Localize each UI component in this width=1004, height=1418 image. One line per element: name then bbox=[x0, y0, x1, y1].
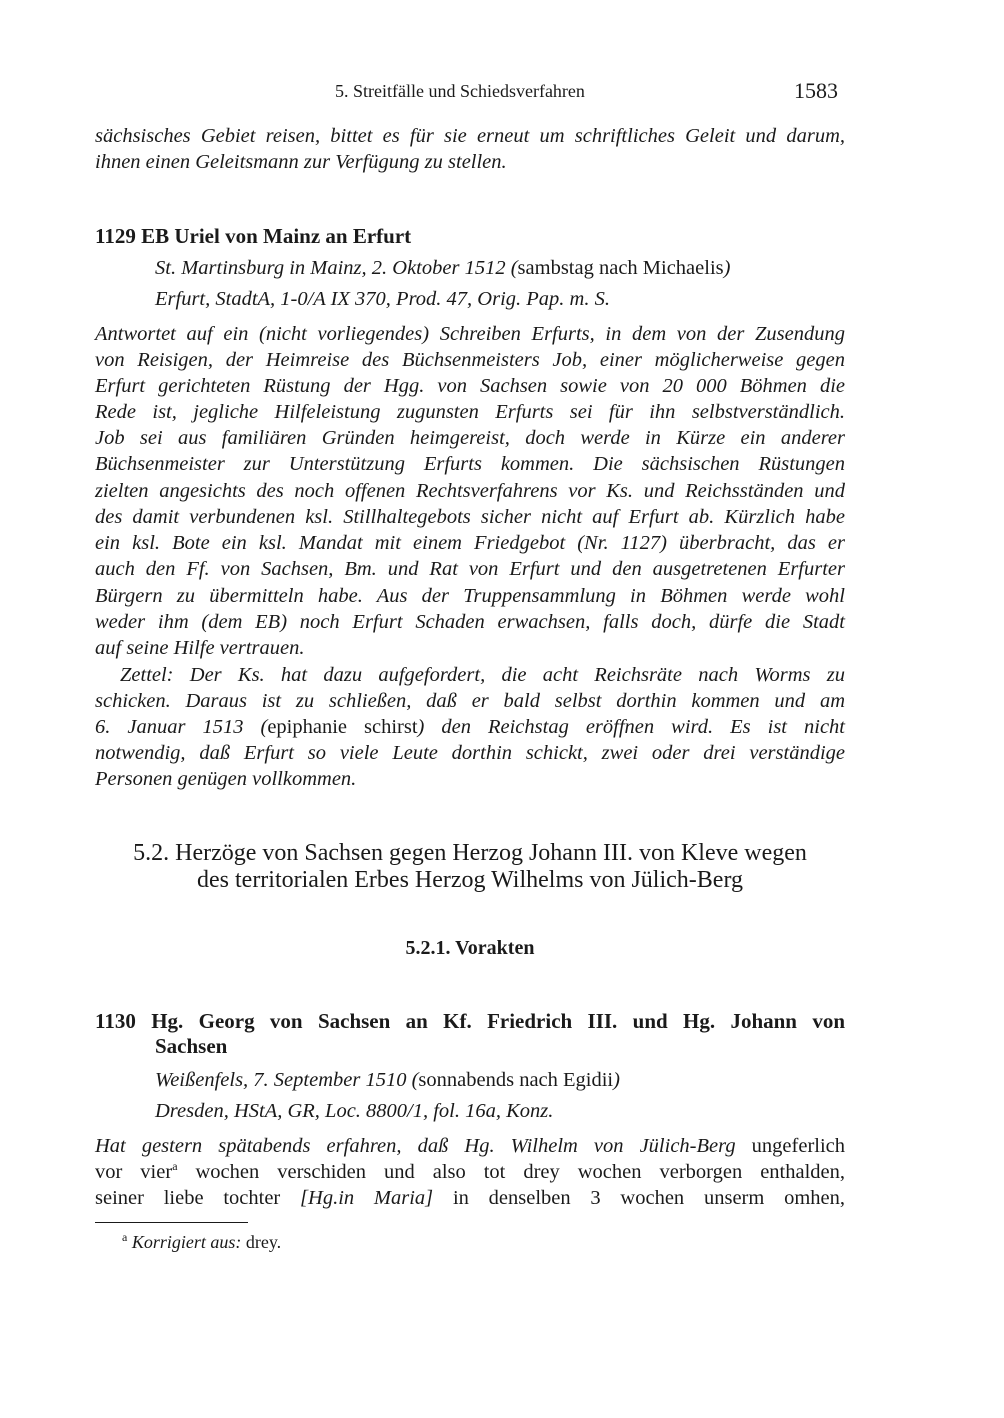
carryover-line: sächsisches Gebiet reisen, bittet es für sie erneut um schriftliches Geleit und darum, bbox=[95, 125, 845, 147]
body-line bbox=[95, 1133, 845, 1159]
body-line: ein ksl. Bote ein ksl. Mandat mit einem Friedgebot (Nr. 1127) überbracht, das er bbox=[95, 532, 845, 554]
date-text: St. Martinsburg in Mainz, 2. Oktober 1512 ( bbox=[155, 257, 518, 279]
body-line: von Reisigen, der Heimreise des Büchsenmeisters Job, einer möglicherweise gegen bbox=[95, 349, 845, 371]
footnote-rule bbox=[95, 1222, 248, 1223]
body-quote: ungeferlich bbox=[751, 1135, 846, 1157]
document-title: EB Uriel von Mainz an Erfurt bbox=[141, 224, 412, 248]
footnote-ref[interactable]: a bbox=[172, 1159, 178, 1174]
editorial-insertion: [Hg.in Maria] bbox=[300, 1187, 434, 1209]
subsection-title: 5.2.1. Vorakten bbox=[405, 937, 535, 959]
body-line bbox=[95, 1185, 845, 1211]
document-number: 1129 bbox=[95, 224, 136, 248]
running-title: 5. Streitfälle und Schiedsverfahren bbox=[335, 81, 585, 101]
section-title bbox=[95, 840, 845, 894]
date-roman: sonnabends nach Egidii bbox=[418, 1069, 614, 1091]
document-heading-1130 bbox=[95, 1008, 845, 1034]
body-line: Job sei aus familiären Gründen heimgereist, doch werde in Kürze ein anderer bbox=[95, 427, 845, 449]
body-line: des damit verbundenen ksl. Stillhaltegebots sicher nicht auf Erfurt ab. Kürzlich habe bbox=[95, 506, 845, 528]
date-close: ) bbox=[723, 257, 731, 279]
footnote-italic: Korrigiert aus: bbox=[131, 1232, 242, 1252]
body-line: Bürgern zu übermitteln habe. Aus der Truppensammlung in Böhmen werde wohl bbox=[95, 585, 845, 607]
document-date bbox=[155, 255, 845, 281]
body-line: Rede ist, jegliche Hilfeleistung zugunsten Erfurts sei für ihn selbstverständlich. bbox=[95, 401, 845, 423]
page-number: 1583 bbox=[794, 78, 838, 103]
zettel-line: schicken. Daraus ist zu schließen, daß er bald selbst dorthin kommen und am bbox=[95, 690, 845, 712]
body-quote: seiner liebe tochter bbox=[95, 1187, 281, 1209]
body-line: weder ihm (dem EB) noch Erfurt Schaden erwachsen, falls doch, dürfe die Stadt bbox=[95, 611, 845, 633]
body-line: Erfurt gerichteten Rüstung der Hgg. von Sachsen sowie von 20 000 Böhmen die bbox=[95, 375, 845, 397]
document-date bbox=[155, 1067, 845, 1093]
zettel-line bbox=[95, 714, 845, 740]
section-title-line: des territorialen Erbes Herzog Wilhelms von Jülich-Berg bbox=[197, 867, 743, 893]
body-quote: in denselben 3 wochen unserm omhen, bbox=[452, 1187, 846, 1209]
zettel-line: notwendig, daß Erfurt so viele Leute dorthin schickt, zwei oder drei verständige bbox=[95, 742, 845, 764]
body-line: auf seine Hilfe vertrauen. bbox=[95, 637, 305, 659]
body-line: zielten angesichts des noch offenen Rechtsverfahrens vor Ks. und Reichsständen und bbox=[95, 480, 845, 502]
zettel-line: Zettel: Der Ks. hat dazu aufgefordert, die acht Reichsräte nach Worms zu bbox=[120, 664, 845, 686]
body-quote: wochen verschiden und also tot drey wochen verborgen enthalden, bbox=[195, 1161, 846, 1183]
footnote-text: drey. bbox=[245, 1232, 282, 1252]
date-close: ) bbox=[613, 1069, 620, 1091]
document-archive: Erfurt, StadtA, 1-0/A IX 370, Prod. 47, Orig. Pap. m. S. bbox=[155, 288, 610, 310]
document-title: Hg. Georg von Sachsen an Kf. Friedrich III. und Hg. Johann von bbox=[151, 1009, 846, 1033]
body-line: Büchsenmeister zur Unterstützung Erfurts kommen. Die sächsischen Rüstungen bbox=[95, 453, 845, 475]
zettel-roman: epiphanie schirst bbox=[267, 716, 418, 738]
body-line: auch den Ff. von Sachsen, Bm. und Rat von Erfurt und den ausgetretenen Erfurter bbox=[95, 558, 845, 580]
document-heading-1129 bbox=[95, 223, 845, 249]
zettel-text: ) den Reichstag eröffnen wird. Es ist nicht bbox=[417, 716, 845, 738]
document-number: 1130 bbox=[95, 1009, 136, 1033]
date-roman: sambstag nach Michaelis bbox=[517, 257, 724, 279]
footnote-mark: a bbox=[122, 1230, 128, 1244]
carryover-line: ihnen einen Geleitsmann zur Verfügung zu stellen. bbox=[95, 151, 507, 173]
document-title-cont: Sachsen bbox=[155, 1034, 228, 1058]
body-italic: Hat gestern spätabends erfahren, daß Hg. Wilhelm von Jülich-Berg bbox=[95, 1135, 736, 1157]
footnote bbox=[122, 1230, 281, 1254]
body-line: Antwortet auf ein (nicht vorliegendes) Schreiben Erfurts, in dem von der Zusendung bbox=[95, 323, 845, 345]
date-text: Weißenfels, 7. September 1510 ( bbox=[155, 1069, 419, 1091]
body-quote: vor vier bbox=[95, 1161, 173, 1183]
zettel-line: Personen genügen vollkommen. bbox=[95, 768, 357, 790]
body-line bbox=[95, 1159, 845, 1185]
document-archive: Dresden, HStA, GR, Loc. 8800/1, fol. 16a, Konz. bbox=[155, 1100, 554, 1122]
section-title-line: 5.2. Herzöge von Sachsen gegen Herzog Johann III. von Kleve wegen bbox=[133, 840, 807, 866]
zettel-text: 6. Januar 1513 ( bbox=[95, 716, 268, 738]
